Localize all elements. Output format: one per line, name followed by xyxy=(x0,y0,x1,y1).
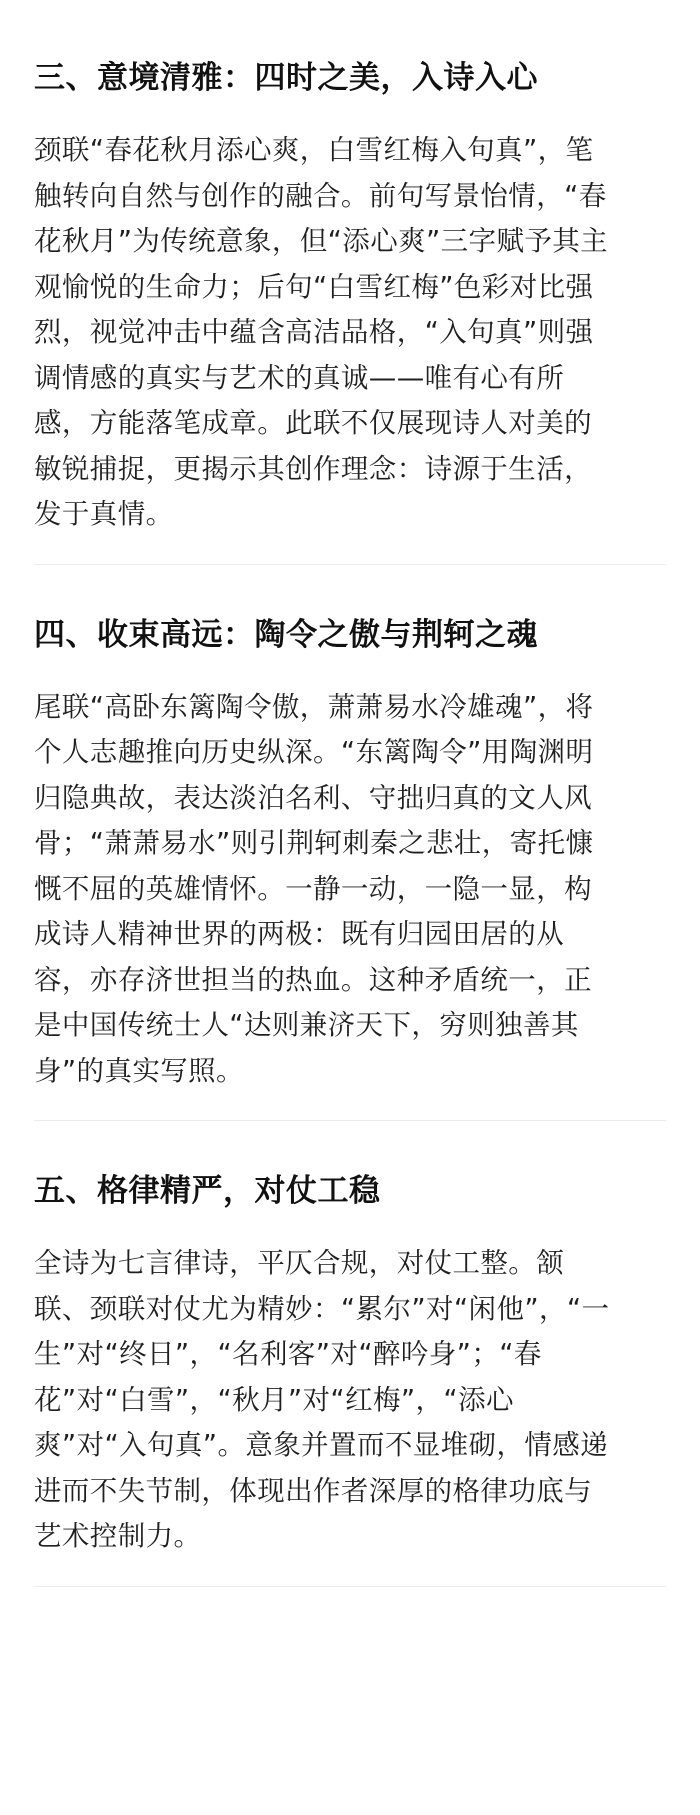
paragraph-line: 是中国传统士人“达则兼济天下，穷则独善其 xyxy=(34,1009,579,1041)
paragraph-line: 个人志趣推向历史纵深。“东篱陶令”用陶渊明 xyxy=(34,736,594,768)
section-divider xyxy=(34,1586,666,1587)
section-paragraph xyxy=(34,1241,666,1560)
section-paragraph xyxy=(34,685,666,1095)
paragraph-line: 全诗为七言律诗，平仄合规，对仗工整。颔 xyxy=(34,1247,565,1279)
paragraph-line: 艺术控制力。 xyxy=(34,1520,202,1552)
paragraph-line: 敏锐捕捉，更揭示其创作理念：诗源于生活， xyxy=(34,452,592,485)
paragraph-line: 烈，视觉冲击中蕴含高洁品格，“入句真”则强 xyxy=(34,316,594,348)
section-meter xyxy=(34,1121,666,1587)
paragraph-line: 联、颈联对仗尤为精妙：“累尔”对“闲他”，“一 xyxy=(34,1292,610,1325)
paragraph-line: 成诗人精神世界的两极：既有归园田居的从 xyxy=(34,918,565,950)
paragraph-line: 触转向自然与创作的融合。前句写景怡情，“春 xyxy=(34,179,607,212)
paragraph-line: 身”的真实写照。 xyxy=(34,1054,244,1087)
paragraph-line: 颈联“春花秋月添心爽，白雪红梅入句真”，笔 xyxy=(34,134,594,166)
paragraph-line: 感，方能落笔成章。此联不仅展现诗人对美的 xyxy=(34,407,592,439)
section-heading: 五、格律精严，对仗工稳 xyxy=(34,1173,381,1209)
paragraph-line: 爽”对“入句真”。意象并置而不显堆砌，情感递 xyxy=(34,1429,609,1461)
paragraph-line: 骨；“萧萧易水”则引荆轲刺秦之悲壮，寄托慷 xyxy=(34,827,594,859)
paragraph-line: 调情感的真实与艺术的真诚——唯有心有所 xyxy=(34,361,565,394)
paragraph-line: 花”对“白雪”，“秋月”对“红梅”，“添心 xyxy=(34,1383,514,1416)
paragraph-line: 发于真情。 xyxy=(34,498,174,530)
paragraph-line: 慨不屈的英雄情怀。一静一动，一隐一显，构 xyxy=(34,872,592,905)
paragraph-line: 观愉悦的生命力；后句“白雪红梅”色彩对比强 xyxy=(34,270,594,303)
paragraph-line: 容，亦存济世担当的热血。这种矛盾统一，正 xyxy=(34,963,592,996)
section-heading: 四、收束高远：陶令之傲与荆轲之魂 xyxy=(34,616,538,653)
section-paragraph xyxy=(34,128,666,538)
paragraph-line: 进而不失节制，体现出作者深厚的格律功底与 xyxy=(34,1474,592,1507)
section-mood xyxy=(34,0,666,565)
paragraph-line: 生”对“终日”，“名利客”对“醉吟身”；“春 xyxy=(34,1338,542,1370)
paragraph-line: 尾联“高卧东篱陶令傲，萧萧易水冷雄魂”，将 xyxy=(34,690,594,723)
section-heading: 三、意境清雅：四时之美，入诗入心 xyxy=(34,60,538,96)
paragraph-line: 花秋月”为传统意象，但“添心爽”三字赋予其主 xyxy=(34,225,609,257)
section-closing xyxy=(34,565,666,1122)
paragraph-line: 归隐典故，表达淡泊名利、守拙归真的文人风 xyxy=(34,781,592,814)
